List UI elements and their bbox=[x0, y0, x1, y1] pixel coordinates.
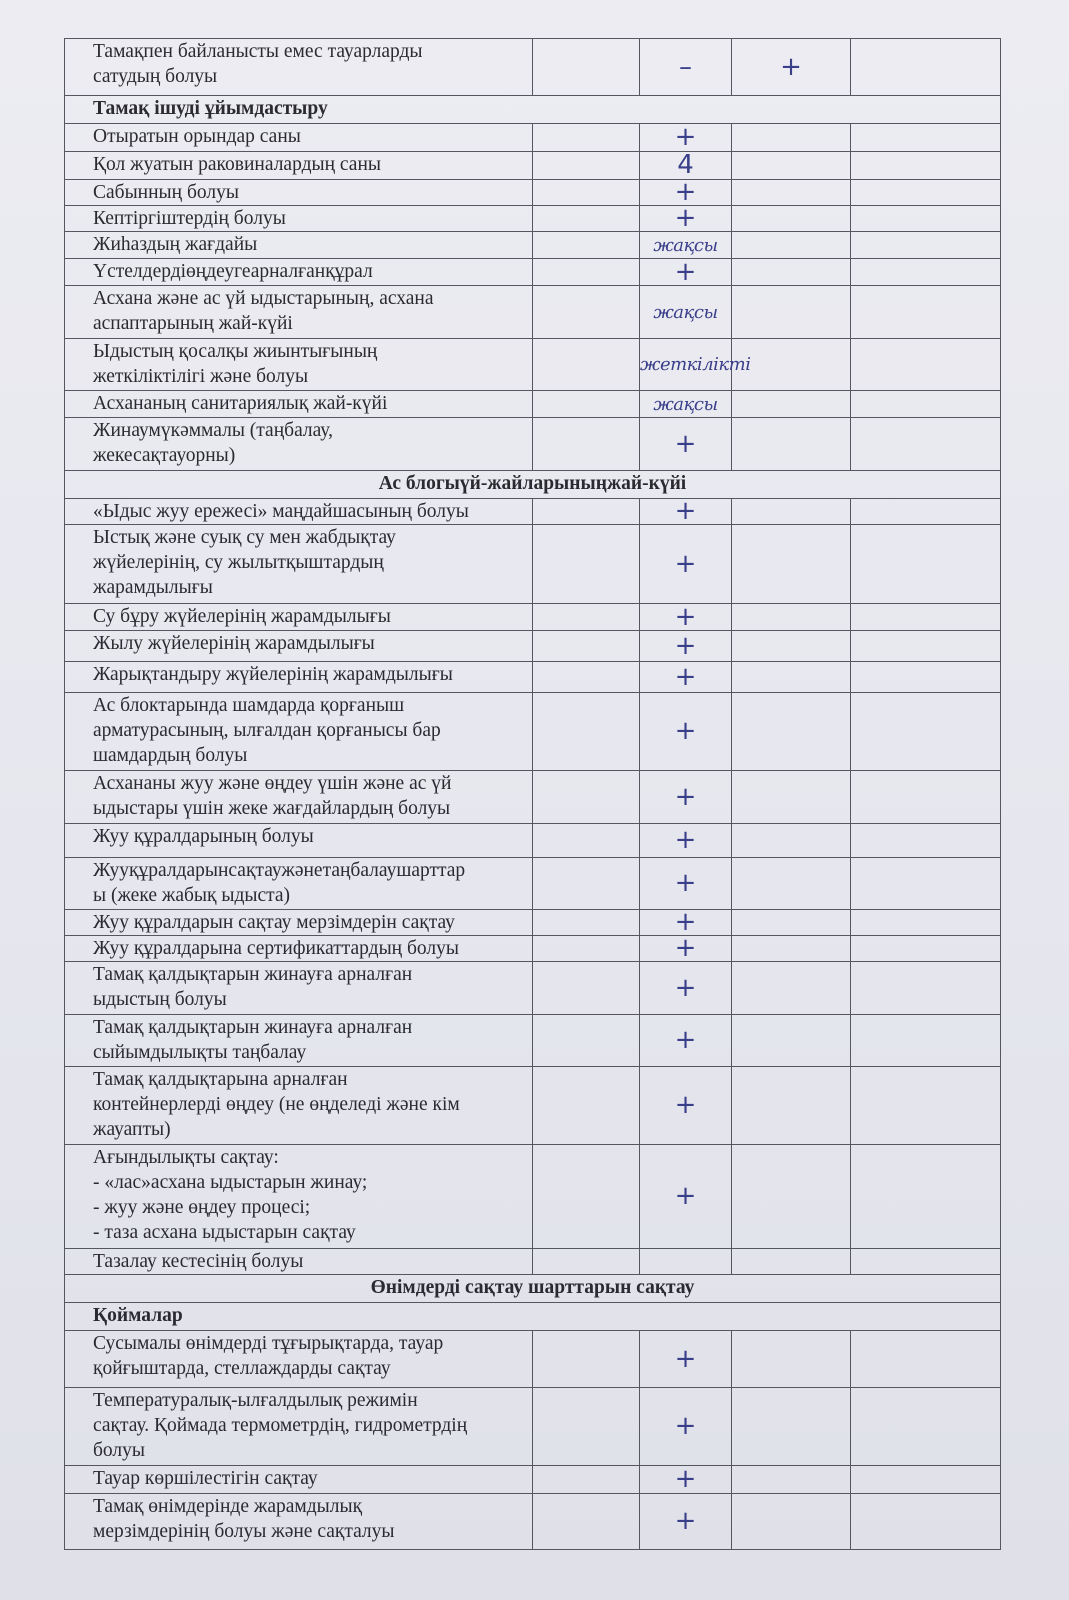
empty-cell bbox=[851, 1015, 1001, 1067]
empty-cell bbox=[851, 936, 1001, 962]
criterion-label: Асхананың санитариялық жай-күйі bbox=[65, 391, 533, 418]
checklist-row bbox=[65, 499, 1001, 525]
handwritten-mark: + bbox=[640, 1494, 732, 1550]
checklist-row bbox=[65, 824, 1001, 858]
criterion-label: Сабынның болуы bbox=[65, 180, 533, 206]
handwritten-mark: + bbox=[640, 631, 732, 662]
handwritten-mark: жеткілікті bbox=[640, 339, 732, 391]
empty-cell bbox=[533, 499, 640, 525]
empty-cell bbox=[533, 180, 640, 206]
handwritten-mark-secondary bbox=[732, 124, 851, 152]
empty-cell bbox=[533, 525, 640, 604]
criterion-label: Жуу құралдарына сертификаттардың болуы bbox=[65, 936, 533, 962]
criterion-label: Асхананы жуу және өңдеу үшін және ас үй ыдыстары үшін жеке жағдайлардың болуы bbox=[65, 771, 533, 824]
empty-cell bbox=[533, 152, 640, 180]
empty-cell bbox=[851, 662, 1001, 693]
empty-cell bbox=[851, 1067, 1001, 1145]
handwritten-mark-secondary bbox=[732, 180, 851, 206]
empty-cell bbox=[533, 1466, 640, 1494]
checklist-row bbox=[65, 1494, 1001, 1550]
empty-cell bbox=[851, 206, 1001, 232]
handwritten-mark: + bbox=[640, 1145, 732, 1249]
handwritten-mark-secondary bbox=[732, 499, 851, 525]
empty-cell bbox=[851, 152, 1001, 180]
checklist-row bbox=[65, 180, 1001, 206]
handwritten-mark: – bbox=[640, 39, 732, 96]
criterion-label: Жууқұралдарынсақтаужәнетаңбалаушарттар ы (жеке жабық ыдыста) bbox=[65, 858, 533, 910]
empty-cell bbox=[533, 631, 640, 662]
handwritten-mark-secondary bbox=[732, 206, 851, 232]
handwritten-mark-secondary bbox=[732, 1331, 851, 1388]
checklist-row bbox=[65, 662, 1001, 693]
checklist-row bbox=[65, 339, 1001, 391]
empty-cell bbox=[533, 232, 640, 259]
handwritten-mark: + bbox=[640, 910, 732, 936]
handwritten-mark-secondary bbox=[732, 152, 851, 180]
handwritten-mark: жақсы bbox=[640, 391, 732, 418]
empty-cell bbox=[851, 180, 1001, 206]
handwritten-mark: + bbox=[640, 525, 732, 604]
empty-cell bbox=[851, 1331, 1001, 1388]
empty-cell bbox=[533, 936, 640, 962]
empty-cell bbox=[533, 418, 640, 471]
criterion-label: Температуралық-ылғалдылық режимін сақтау. Қоймада термометрдің, гидрометрдің болуы bbox=[65, 1388, 533, 1466]
handwritten-mark-secondary bbox=[732, 286, 851, 339]
handwritten-mark: + bbox=[640, 662, 732, 693]
checklist-row bbox=[65, 418, 1001, 471]
handwritten-mark: + bbox=[640, 1067, 732, 1145]
empty-cell bbox=[533, 206, 640, 232]
empty-cell bbox=[851, 124, 1001, 152]
empty-cell bbox=[851, 631, 1001, 662]
handwritten-mark-secondary bbox=[732, 525, 851, 604]
handwritten-mark-secondary bbox=[732, 604, 851, 631]
criterion-label: Жылу жүйелерінің жарамдылығы bbox=[65, 631, 533, 662]
empty-cell bbox=[851, 693, 1001, 771]
handwritten-mark: жақсы bbox=[640, 286, 732, 339]
checklist-row bbox=[65, 1145, 1001, 1249]
handwritten-mark: + bbox=[640, 1388, 732, 1466]
empty-cell bbox=[533, 391, 640, 418]
empty-cell bbox=[533, 1494, 640, 1550]
handwritten-mark: + bbox=[640, 499, 732, 525]
empty-cell bbox=[851, 962, 1001, 1015]
empty-cell bbox=[851, 824, 1001, 858]
handwritten-mark-secondary bbox=[732, 1015, 851, 1067]
checklist-row bbox=[65, 124, 1001, 152]
criterion-label: Жарықтандыру жүйелерінің жарамдылығы bbox=[65, 662, 533, 693]
checklist-row bbox=[65, 631, 1001, 662]
section-header-row bbox=[65, 96, 1001, 124]
handwritten-mark: + bbox=[640, 206, 732, 232]
handwritten-mark: + bbox=[640, 604, 732, 631]
empty-cell bbox=[851, 391, 1001, 418]
empty-cell bbox=[851, 339, 1001, 391]
criterion-label: Қол жуатын раковиналардың саны bbox=[65, 152, 533, 180]
handwritten-mark: жақсы bbox=[640, 232, 732, 259]
empty-cell bbox=[851, 910, 1001, 936]
checklist-row bbox=[65, 206, 1001, 232]
handwritten-mark: 4 bbox=[640, 152, 732, 180]
handwritten-mark-secondary bbox=[732, 962, 851, 1015]
handwritten-mark: + bbox=[640, 1331, 732, 1388]
criterion-label: Тазалау кестесінің болуы bbox=[65, 1249, 533, 1275]
handwritten-mark-secondary bbox=[732, 418, 851, 471]
criterion-label: «Ыдыс жуу ережесі» маңдайшасының болуы bbox=[65, 499, 533, 525]
handwritten-mark-secondary bbox=[732, 910, 851, 936]
handwritten-mark: + bbox=[640, 824, 732, 858]
criterion-label: Ағындылықты сақтау: - «лас»асхана ыдыстарын жинау; - жуу және өңдеу процесі; - таза асхана ыдыстарын сақтау bbox=[65, 1145, 533, 1249]
empty-cell bbox=[851, 1388, 1001, 1466]
empty-cell bbox=[851, 39, 1001, 96]
handwritten-mark-secondary bbox=[732, 1145, 851, 1249]
empty-cell bbox=[533, 339, 640, 391]
empty-cell bbox=[533, 693, 640, 771]
handwritten-mark: + bbox=[640, 1466, 732, 1494]
handwritten-mark-secondary bbox=[732, 1388, 851, 1466]
empty-cell bbox=[533, 1331, 640, 1388]
handwritten-mark-secondary bbox=[732, 1494, 851, 1550]
handwritten-mark-secondary bbox=[732, 391, 851, 418]
criterion-label: Су бұру жүйелерінің жарамдылығы bbox=[65, 604, 533, 631]
handwritten-mark-secondary bbox=[732, 631, 851, 662]
criterion-label: Тамақ өнімдерінде жарамдылық мерзімдерінің болуы және сақталуы bbox=[65, 1494, 533, 1550]
handwritten-mark-secondary bbox=[732, 693, 851, 771]
empty-cell bbox=[533, 824, 640, 858]
checklist-row bbox=[65, 771, 1001, 824]
handwritten-mark-secondary bbox=[732, 771, 851, 824]
empty-cell bbox=[533, 39, 640, 96]
section-header-row bbox=[65, 471, 1001, 499]
empty-cell bbox=[533, 286, 640, 339]
handwritten-mark: + bbox=[640, 962, 732, 1015]
handwritten-mark: + bbox=[640, 693, 732, 771]
checklist-row bbox=[65, 1015, 1001, 1067]
handwritten-mark: + bbox=[640, 858, 732, 910]
handwritten-mark-secondary bbox=[732, 824, 851, 858]
section-title: Өнімдерді сақтау шарттарын сақтау bbox=[65, 1275, 1001, 1303]
handwritten-mark bbox=[640, 1249, 732, 1275]
checklist-row bbox=[65, 1388, 1001, 1466]
criterion-label: Ас блоктарында шамдарда қорғаныш арматурасының, ылғалдан қорғанысы бар шамдардың болуы bbox=[65, 693, 533, 771]
handwritten-mark-secondary bbox=[732, 1249, 851, 1275]
criterion-label: Сусымалы өнімдерді тұғырықтарда, тауар қойғыштарда, стеллаждарды сақтау bbox=[65, 1331, 533, 1388]
empty-cell bbox=[533, 771, 640, 824]
checklist-row bbox=[65, 1466, 1001, 1494]
criterion-label: Тамақ қалдықтарын жинауға арналған ыдыстың болуы bbox=[65, 962, 533, 1015]
checklist-row bbox=[65, 391, 1001, 418]
section-title: Қоймалар bbox=[65, 1303, 1001, 1331]
checklist-row bbox=[65, 525, 1001, 604]
handwritten-mark: + bbox=[640, 1015, 732, 1067]
handwritten-mark-secondary bbox=[732, 662, 851, 693]
checklist-row bbox=[65, 232, 1001, 259]
handwritten-mark: + bbox=[640, 180, 732, 206]
empty-cell bbox=[533, 124, 640, 152]
criterion-label: Отыратын орындар саны bbox=[65, 124, 533, 152]
empty-cell bbox=[851, 1494, 1001, 1550]
empty-cell bbox=[533, 604, 640, 631]
section-header-row bbox=[65, 1275, 1001, 1303]
empty-cell bbox=[851, 232, 1001, 259]
empty-cell bbox=[533, 910, 640, 936]
checklist-row bbox=[65, 259, 1001, 286]
criterion-label: Жуу құралдарын сақтау мерзімдерін сақтау bbox=[65, 910, 533, 936]
empty-cell bbox=[533, 1249, 640, 1275]
checklist-row bbox=[65, 1067, 1001, 1145]
section-header-row bbox=[65, 1303, 1001, 1331]
empty-cell bbox=[533, 858, 640, 910]
empty-cell bbox=[533, 259, 640, 286]
empty-cell bbox=[851, 259, 1001, 286]
criterion-label: Тауар көршілестігін сақтау bbox=[65, 1466, 533, 1494]
handwritten-mark: + bbox=[640, 418, 732, 471]
empty-cell bbox=[533, 1145, 640, 1249]
criterion-label: Жиһаздың жағдайы bbox=[65, 232, 533, 259]
checklist-row bbox=[65, 604, 1001, 631]
handwritten-mark-secondary bbox=[732, 858, 851, 910]
handwritten-mark: + bbox=[640, 259, 732, 286]
checklist-row bbox=[65, 286, 1001, 339]
empty-cell bbox=[851, 858, 1001, 910]
handwritten-mark-secondary bbox=[732, 1466, 851, 1494]
checklist-row bbox=[65, 910, 1001, 936]
criterion-label: Асхана және ас үй ыдыстарының, асхана аспаптарының жай-күйі bbox=[65, 286, 533, 339]
checklist-row bbox=[65, 1249, 1001, 1275]
checklist-row bbox=[65, 39, 1001, 96]
empty-cell bbox=[851, 1249, 1001, 1275]
handwritten-mark-secondary bbox=[732, 259, 851, 286]
criterion-label: Ыстық және суық су мен жабдықтау жүйелерінің, су жылытқыштардың жарамдылығы bbox=[65, 525, 533, 604]
criterion-label: Жинаумүкәммалы (таңбалау, жекесақтауорны) bbox=[65, 418, 533, 471]
checklist-row bbox=[65, 936, 1001, 962]
empty-cell bbox=[851, 499, 1001, 525]
handwritten-mark-secondary bbox=[732, 232, 851, 259]
criterion-label: Тамақ қалдықтарына арналған контейнерлерді өңдеу (не өңделеді және кім жауапты) bbox=[65, 1067, 533, 1145]
inspection-checklist-table bbox=[64, 38, 1001, 1550]
empty-cell bbox=[851, 525, 1001, 604]
empty-cell bbox=[851, 1466, 1001, 1494]
empty-cell bbox=[851, 771, 1001, 824]
handwritten-mark-secondary: + bbox=[732, 39, 851, 96]
checklist-row bbox=[65, 858, 1001, 910]
empty-cell bbox=[533, 1388, 640, 1466]
handwritten-mark: + bbox=[640, 771, 732, 824]
handwritten-mark: + bbox=[640, 124, 732, 152]
criterion-label: Жуу құралдарының болуы bbox=[65, 824, 533, 858]
checklist-row bbox=[65, 693, 1001, 771]
empty-cell bbox=[533, 962, 640, 1015]
handwritten-mark-secondary bbox=[732, 1067, 851, 1145]
section-title: Тамақ ішуді ұйымдастыру bbox=[65, 96, 1001, 124]
empty-cell bbox=[851, 286, 1001, 339]
empty-cell bbox=[533, 1015, 640, 1067]
empty-cell bbox=[851, 604, 1001, 631]
checklist-row bbox=[65, 1331, 1001, 1388]
empty-cell bbox=[851, 1145, 1001, 1249]
criterion-label: Ыдыстың қосалқы жиынтығының жеткіліктілігі және болуы bbox=[65, 339, 533, 391]
criterion-label: Үстелдердіөңдеугеарналғанқұрал bbox=[65, 259, 533, 286]
criterion-label: Тамақ қалдықтарын жинауға арналған сыйымдылықты таңбалау bbox=[65, 1015, 533, 1067]
handwritten-mark: + bbox=[640, 936, 732, 962]
handwritten-mark-secondary bbox=[732, 936, 851, 962]
checklist-row bbox=[65, 152, 1001, 180]
empty-cell bbox=[533, 662, 640, 693]
checklist-row bbox=[65, 962, 1001, 1015]
empty-cell bbox=[533, 1067, 640, 1145]
criterion-label: Тамақпен байланысты емес тауарларды сатудың болуы bbox=[65, 39, 533, 96]
empty-cell bbox=[851, 418, 1001, 471]
criterion-label: Кептіргіштердің болуы bbox=[65, 206, 533, 232]
section-title: Ас блогыүй-жайларыныңжай-күйі bbox=[65, 471, 1001, 499]
